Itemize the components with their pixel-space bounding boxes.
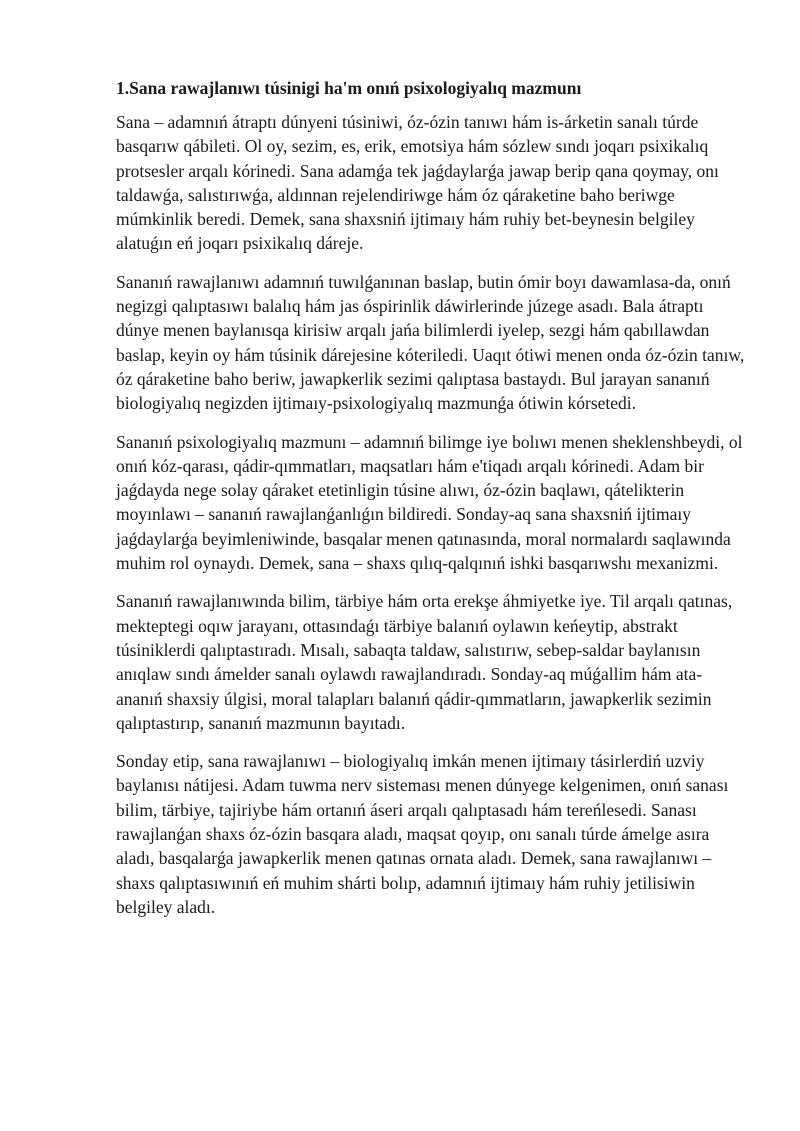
paragraph-3: Sananıń psixologiyalıq mazmunı – adamnıń bilimge iye bolıwı menen sheklenshbeydi, ol onıń kóz-qarası, qádir-qımmatları, maqsatları hám e'tiqadı arqalı kórinedi. Adam bir jaǵdayda nege solay qáraket etetinligin túsine alıwı, óz-ózin baqlawı, qátelikterin moyınlawı – sananıń rawajlanǵanlıǵın bildiredi. Sonday-aq sana shaxsniń ijtimaıy jaǵdaylarǵa beyimleniwinde, basqalar menen qatınasında, moral normalardı saqlawında muhim rol oynaydı. Demek, sana – shaxs qılıq-qalqınıń ishki basqarıwshı mexanizmi.: [116, 431, 743, 574]
paragraph-5: Sonday etip, sana rawajlanıwı – biologiyalıq imkán menen ijtimaıy tásirlerdiń uzviy baylanısı nátijesi. Adam tuwma nerv sisteması menen dúnyege kelgenimen, onıń sanası bilim, tärbiye, tajiriybe hám ortanıń áseri arqalı qalıptasadı hám tereńlesedi. Sanası rawajlanǵan shaxs óz-ózin basqara aladı, maqsat qoyıp, onı sanalı túrde ámelge asıra aladı, basqalarǵa jawapkerlik menen qatınas ornata aladı. Demek, sana rawajlanıwı – shaxs qalıptasıwınıń eń muhim shárti bolıp, adamnıń ijtimaıy hám ruhiy jetilisiwin belgiley aladı.: [116, 751, 729, 917]
paragraph-2: Sananıń rawajlanıwı adamnıń tuwılǵanınan baslap, butin ómir boyı dawamlasa-da, onıń negizgi qalıptasıwı balalıq hám jas óspirinlik dáwirlerinde júzege asadı. Bala átraptı dúnye menen baylanısqa kirisiw arqalı jańa bilimlerdi iyelep, sezgi hám qabıllawdan baslap, keyin oy hám túsinik dárejesine kóteriledi. Uaqıt ótiwi menen onda óz-ózin tanıw, óz qáraketine baho beriw, jawapkerlik sezimi qalıptasa bastaydı. Bul jarayan sananıń biologiyalıq negizden ijtimaıy-psixologiyalıq mazmunǵa ótiwin kórsetedi.: [116, 271, 745, 414]
paragraph-1: Sana – adamnıń átraptı dúnyeni túsiniwi, óz-ózin tanıwı hám is-árketin sanalı túrde basqarıw qábileti. Ol oy, sezim, es, erik, emotsiya hám sózlew sındı joqarı psixikalıq protsesler arqalı kórinedi. Sana adamǵa tek jaǵdaylarǵa jawap berip qana qoymay, onı taldawǵa, salıstırıwǵa, aldınnan rejelendiriwge hám óz qáraketine baho beriwge múmkinlik beredi. Demek, sana shaxsniń ijtimaıy hám ruhiy bet-beynesin belgiley alatuǵın eń joqarı psixikalıq dáreje.: [116, 112, 719, 254]
document-title: 1.Sana rawajlanıwı túsinigi ha'm onıń psixologiyalıq mazmunı: [116, 78, 582, 98]
paragraph-4: Sananıń rawajlanıwında bilim, tärbiye hám orta erekşe áhmiyetke iye. Til arqalı qatınas, mekteptegi oqıw jarayanı, ottasındaǵı tärbiye balanıń oylawın keńeytip, abstrakt túsiniklerdi qalıptastıradı. Mısalı, sabaqta taldaw, salıstırıw, sebep-saldar baylanısın anıqlaw sındı ámelder sanalı oylawdı rawajlandıradı. Sonday-aq múǵallim hám ata-ananıń shaxsiy úlgisi, moral talapları balanıń qádir-qımmatların, jawapkerlik sezimin qalıptastırıp, sananıń mazmunın bayıtadı.: [116, 591, 733, 733]
